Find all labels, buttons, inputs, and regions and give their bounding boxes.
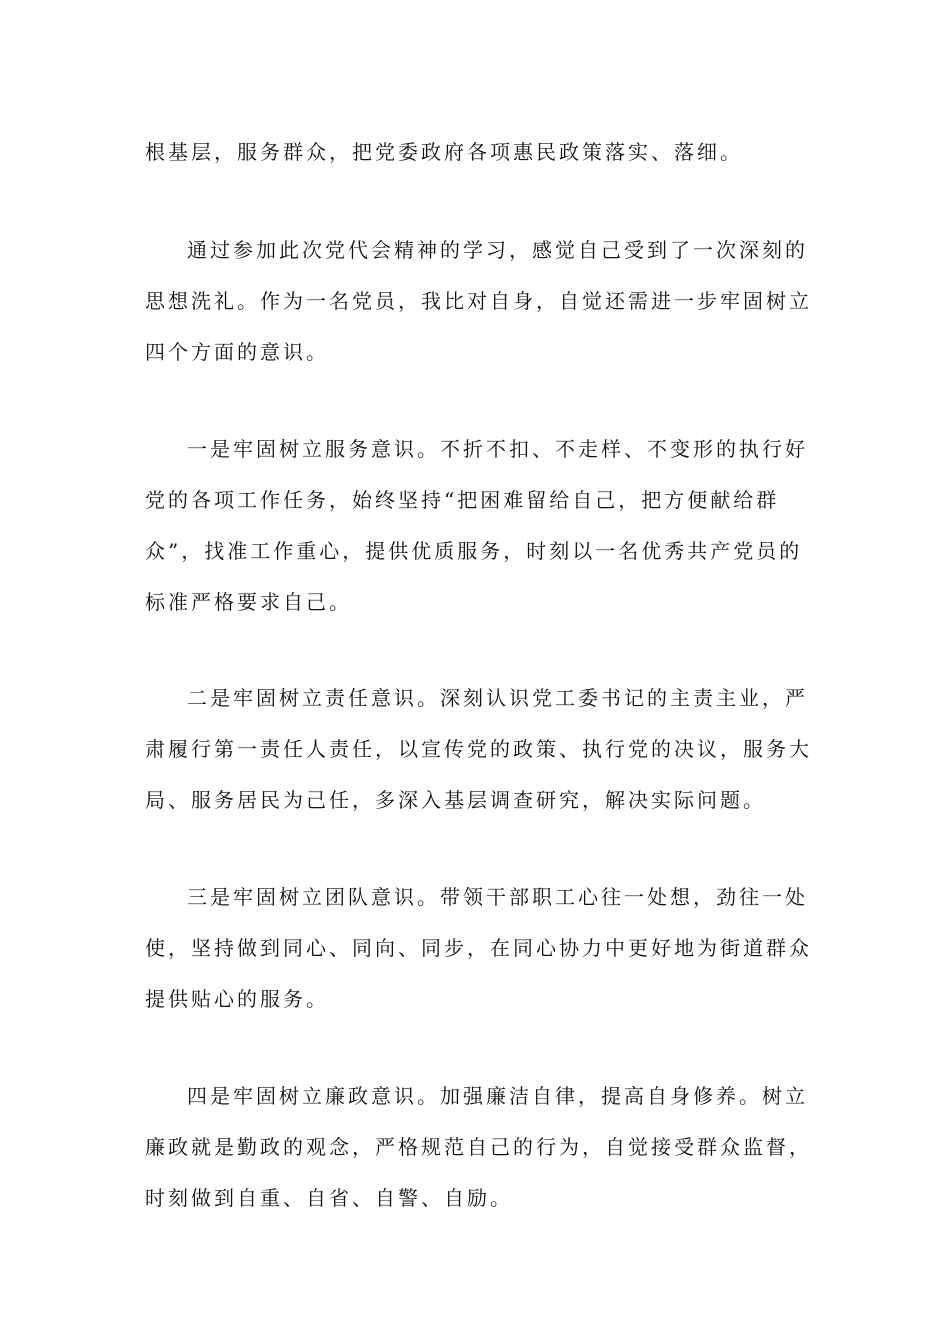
paragraph-service-awareness [145,424,810,628]
text-line: 二是牢固树立责任意识。深刻认识党工委书记的主责主业，严 [187,686,808,710]
text-line: 时刻做到自重、自省、自警、自励。 [145,1186,513,1210]
text-line: 局、服务居民为己任，多深入基层调查研究，解决实际问题。 [145,788,766,812]
paragraph-continuation [145,127,810,178]
text-line: 众”，找准工作重心，提供优质服务，时刻以一名优秀共产党员的 [145,539,803,563]
paragraph-integrity-awareness [145,1071,810,1224]
paragraph-responsibility-awareness [145,673,810,826]
text-line: 思想洗礼。作为一名党员，我比对自身，自觉还需进一步牢固树立 [145,289,812,313]
text-line: 三是牢固树立团队意识。带领干部职工心往一处想，劲往一处 [187,885,808,909]
text-line: 廉政就是勤政的观念，严格规范自己的行为，自觉接受群众监督， [145,1135,812,1159]
text-line: 通过参加此次党代会精神的学习，感觉自己受到了一次深刻的 [187,238,808,262]
text-line: 一是牢固树立服务意识。不折不扣、不走样、不变形的执行好 [187,437,808,461]
text-line: 四是牢固树立廉政意识。加强廉洁自律，提高自身修养。树立 [187,1084,808,1108]
text-line: 肃履行第一责任人责任，以宣传党的政策、执行党的决议，服务大 [145,737,812,761]
paragraph-team-awareness [145,872,810,1025]
text-line: 标准严格要求自己。 [145,590,352,614]
text-line: 根基层，服务群众，把党委政府各项惠民政策落实、落细。 [145,140,743,164]
text-line: 使，坚持做到同心、同向、同步，在同心协力中更好地为街道群众 [145,936,812,960]
paragraph-study-reflection [145,225,810,378]
text-line: 党的各项工作任务，始终坚持“把困难留给自己，把方便献给群 [145,488,780,512]
text-line: 四个方面的意识。 [145,340,329,364]
text-line: 提供贴心的服务。 [145,987,329,1011]
